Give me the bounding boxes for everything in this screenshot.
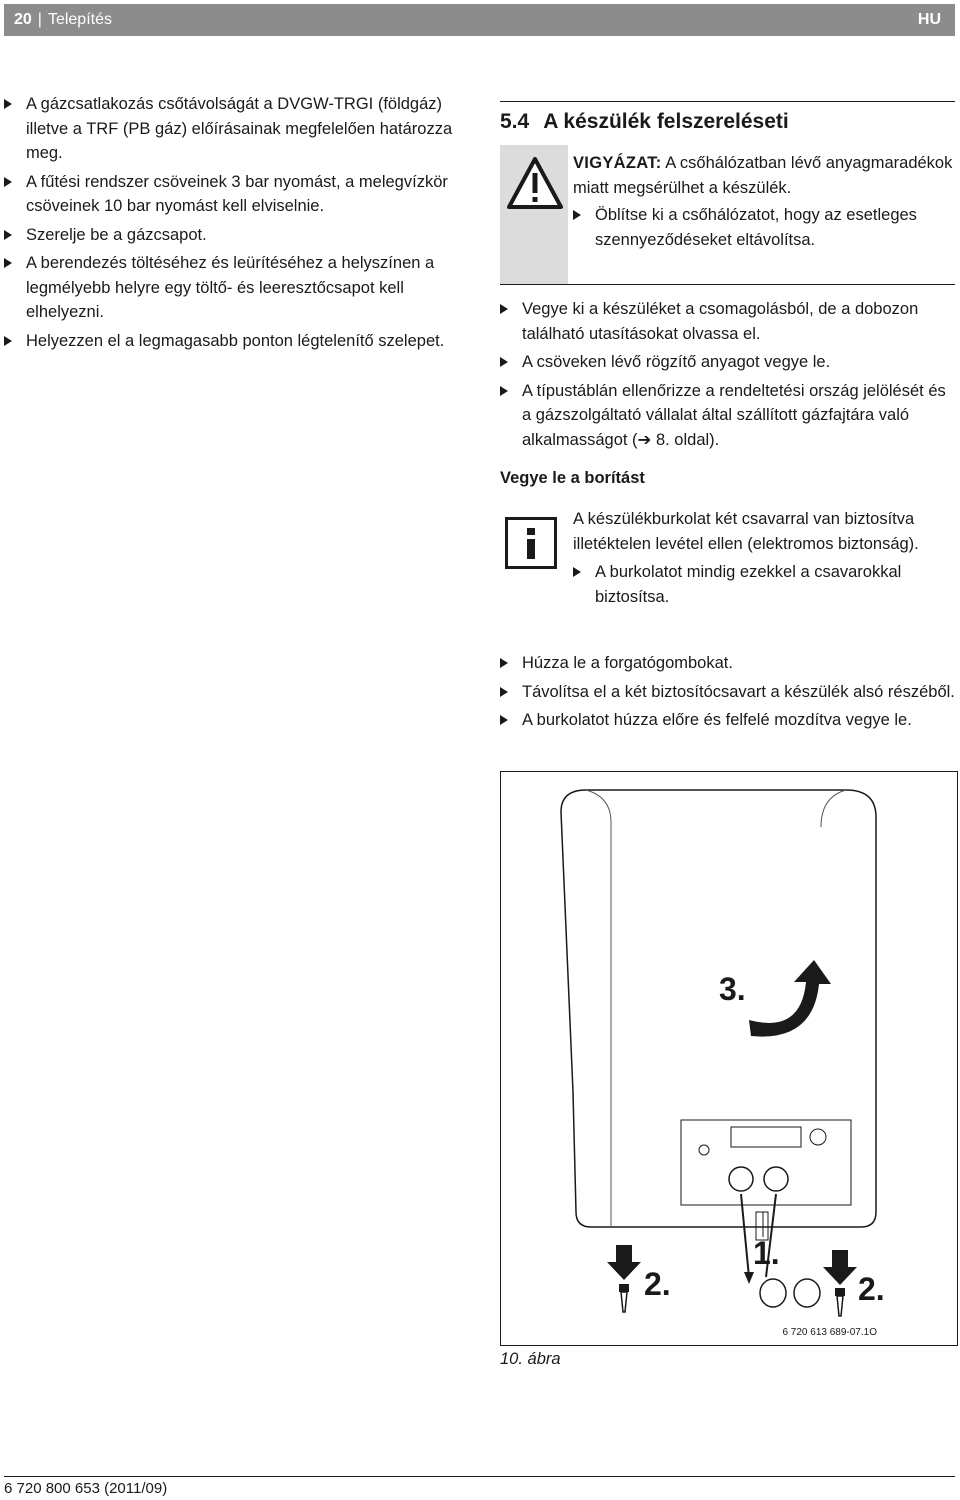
section-rule bbox=[500, 101, 955, 102]
bullet-arrow-icon bbox=[500, 297, 508, 321]
header-language: HU bbox=[917, 11, 941, 28]
list-item bbox=[500, 708, 958, 733]
figure-caption: 10. ábra bbox=[500, 1350, 561, 1368]
figure-code: 6 720 613 689-07.1O bbox=[782, 1327, 877, 1338]
list-item bbox=[500, 379, 958, 453]
list-item bbox=[573, 203, 953, 252]
info-message: A készülékburkolat két csavarral van biztosítva illetéktelen levétel ellen (elektromos biztonság). bbox=[573, 510, 919, 553]
bullet-arrow-icon bbox=[4, 251, 12, 275]
bullet-arrow-icon bbox=[4, 329, 12, 353]
section-number: 5.4 bbox=[500, 110, 530, 133]
bullet-arrow-icon bbox=[4, 92, 12, 116]
info-text bbox=[573, 507, 953, 609]
steps bbox=[500, 651, 958, 737]
bullet-arrow-icon bbox=[4, 223, 12, 247]
info-i-glyph bbox=[508, 520, 554, 566]
list-item bbox=[4, 92, 474, 166]
list-item bbox=[500, 297, 958, 346]
warning-box bbox=[500, 145, 955, 285]
list-item-text: Öblítse ki a csőhálózatot, hogy az esetleges szennyeződéseket eltávolítsa. bbox=[595, 206, 917, 249]
list-item-text: A gázcsatlakozás csőtávolságát a DVGW-TRGI (földgáz) illetve a TRF (PB gáz) előírásainak megfelelően határozza meg. bbox=[26, 95, 453, 162]
list-item bbox=[500, 651, 958, 676]
left-bullet-list bbox=[4, 92, 474, 353]
bullet-arrow-icon bbox=[4, 170, 12, 194]
bullet-arrow-icon bbox=[500, 379, 508, 403]
subheading: Vegye le a borítást bbox=[500, 469, 645, 487]
knob-right bbox=[764, 1167, 788, 1191]
step2-label-right: 2. bbox=[858, 1271, 885, 1307]
step3-label: 3. bbox=[719, 971, 746, 1007]
steps-list bbox=[500, 651, 958, 733]
bullet-arrow-icon bbox=[500, 708, 508, 732]
bullet-arrow-icon bbox=[500, 350, 508, 374]
footer-doc-code: 6 720 800 653 (2011/09) bbox=[4, 1480, 168, 1497]
list-item-text: A típustáblán ellenőrizze a rendeltetési ország jelölését és a gázszolgáltató vállalat által szállított gázfajtára való alkalmasságot (➔ 8. oldal). bbox=[522, 381, 946, 449]
list-item-text: Helyezzen el a legmagasabb ponton légtelenítő szelepet. bbox=[26, 331, 445, 350]
screw-icon bbox=[835, 1288, 845, 1296]
control-panel bbox=[681, 1120, 851, 1205]
screw-thread bbox=[621, 1292, 627, 1312]
list-item-text: A burkolatot mindig ezekkel a csavarokkal biztosítsa. bbox=[595, 563, 902, 606]
list-item bbox=[4, 223, 474, 248]
warning-label: VIGYÁZAT: bbox=[573, 154, 662, 172]
warning-triangle-icon bbox=[505, 155, 565, 213]
list-item-text: Távolítsa el a két biztosítócsavart a készülék alsó részéből. bbox=[522, 682, 955, 701]
bullet-arrow-icon bbox=[573, 560, 581, 584]
step2-label-left: 2. bbox=[644, 1266, 671, 1302]
info-icon bbox=[505, 517, 557, 569]
list-item-text: Szerelje be a gázcsapot. bbox=[26, 225, 207, 244]
screw-thread bbox=[837, 1296, 843, 1316]
page-number: 20 bbox=[14, 11, 32, 28]
list-item-text: Vegye ki a készüléket a csomagolásból, de a dobozon található utasításokat olvassa el. bbox=[522, 300, 919, 343]
knob-removed bbox=[794, 1279, 820, 1307]
info-bullet-list bbox=[573, 560, 953, 609]
list-item bbox=[500, 350, 958, 375]
bullet-arrow-icon bbox=[500, 680, 508, 704]
list-item-text: A berendezés töltéséhez és leürítéséhez a helyszínen a legmélyebb helyre egy töltő- és leeresztőcsapot kell elhelyezni. bbox=[26, 254, 435, 321]
down-arrow-icon bbox=[823, 1250, 857, 1285]
list-item-text: A burkolatot húzza előre és felfelé mozdítva vegye le. bbox=[522, 711, 912, 729]
bullet-arrow-icon bbox=[573, 203, 581, 227]
right-column-bullets bbox=[500, 297, 958, 456]
footer-rule bbox=[4, 1476, 955, 1477]
list-item-text: Húzza le a forgatógombokat. bbox=[522, 654, 733, 672]
list-item-text: A csöveken lévő rögzítő anyagot vegye le. bbox=[522, 353, 831, 371]
step1-label: 1. bbox=[753, 1235, 780, 1271]
boiler-illustration bbox=[501, 772, 957, 1345]
warning-text bbox=[573, 151, 953, 252]
knob-removed bbox=[760, 1279, 786, 1307]
warning-icon-panel bbox=[500, 145, 568, 285]
left-column bbox=[4, 92, 474, 357]
list-item-text: A fűtési rendszer csöveinek 3 bar nyomást, a melegvízkör csöveinek 10 bar nyomást kell elviselnie. bbox=[26, 172, 448, 215]
right-bullet-list bbox=[500, 297, 958, 452]
header-section: Telepítés bbox=[47, 11, 112, 28]
warning-bullet-list bbox=[573, 203, 953, 252]
list-item bbox=[4, 251, 474, 325]
warning-message: A csőhálózatban lévő anyagmaradékok miatt megsérülhet a készülék. bbox=[573, 154, 953, 197]
page-header bbox=[4, 4, 955, 36]
knob-left bbox=[729, 1167, 753, 1191]
down-arrow-icon bbox=[607, 1245, 641, 1280]
list-item bbox=[500, 680, 958, 705]
info-box bbox=[500, 505, 955, 637]
pull-arrow-icon bbox=[744, 1272, 754, 1284]
bullet-arrow-icon bbox=[500, 651, 508, 675]
header-separator: | bbox=[37, 11, 42, 28]
list-item bbox=[573, 560, 953, 609]
section-title-text: A készülék felszereléseti bbox=[543, 110, 789, 133]
warning-divider bbox=[500, 284, 955, 285]
list-item bbox=[4, 170, 474, 219]
screw-icon bbox=[619, 1284, 629, 1292]
figure bbox=[500, 771, 958, 1346]
list-item bbox=[4, 329, 474, 354]
header-left bbox=[14, 11, 112, 29]
section-title bbox=[500, 110, 789, 134]
